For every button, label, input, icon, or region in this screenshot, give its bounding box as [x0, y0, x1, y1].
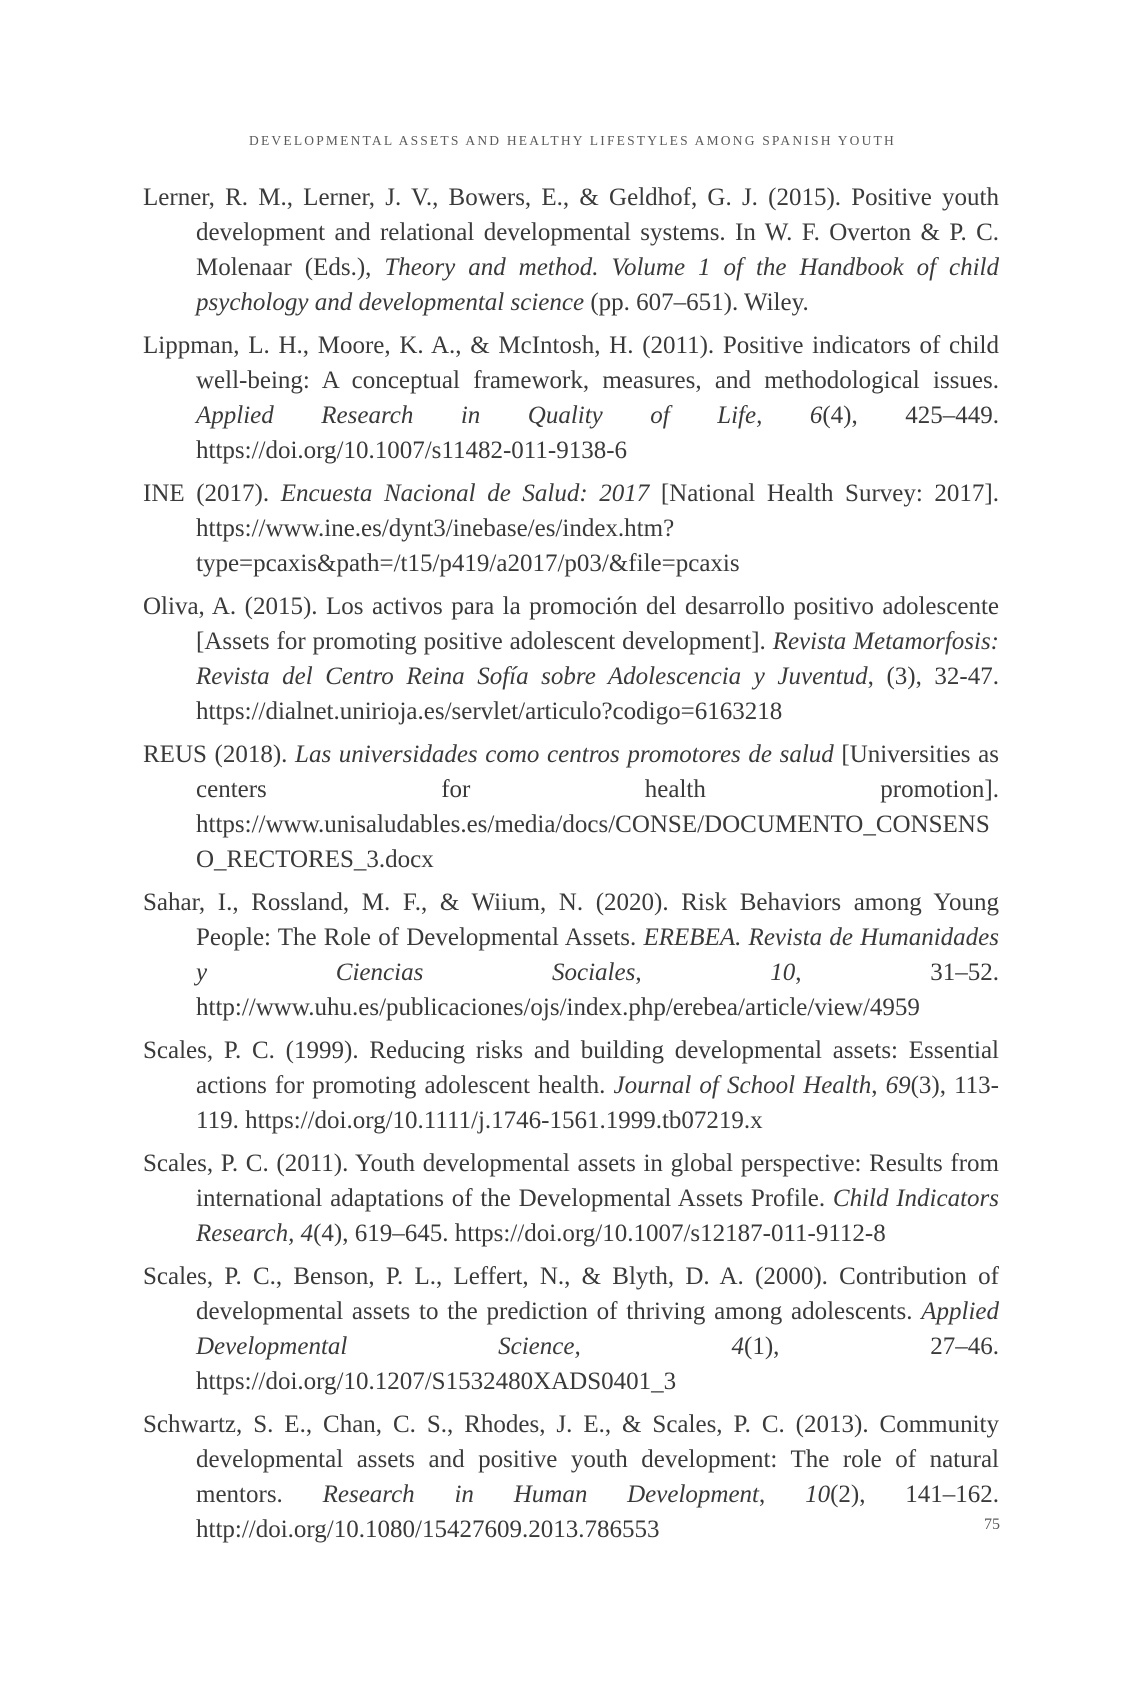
reference-italic-title: Las universidades como centros promotores de salud — [295, 741, 834, 768]
reference-text: , — [871, 1072, 886, 1099]
reference-italic-title: Theory and method. Volume 1 of the Handbook of child psychology and developmental science — [196, 254, 999, 316]
reference-text: Schwartz, S. E., Chan, C. S., Rhodes, J. E., & Scales, P. C. (2013). Community developmental assets and positive youth development: The role of natural mentors. — [143, 1411, 999, 1508]
reference-entry — [143, 1259, 999, 1399]
reference-italic-title: Applied Developmental Science, 4 — [196, 1298, 999, 1360]
reference-entry — [143, 589, 999, 729]
reference-entry — [143, 180, 999, 320]
reference-text: , (3), 32-47. https://dialnet.unirioja.es/servlet/articulo?codigo=6163218 — [196, 663, 999, 725]
reference-italic-volume: 69 — [885, 1072, 911, 1099]
reference-entry — [143, 1033, 999, 1138]
reference-text: Scales, P. C., Benson, P. L., Leffert, N., & Blyth, D. A. (2000). Contribution of developmental assets to the prediction of thriving among adolescents. — [143, 1263, 999, 1325]
reference-text: (3), 113-119. https://doi.org/10.1111/j.1746-1561.1999.tb07219.x — [196, 1072, 999, 1134]
reference-text: , — [635, 959, 771, 986]
reference-text: (2), 141–162. http://doi.org/10.1080/15427609.2013.786553 — [196, 1481, 1000, 1543]
reference-text: (4), 619–645. https://doi.org/10.1007/s12187-011-9112-8 — [313, 1220, 886, 1247]
reference-text: (1), 27–46. https://doi.org/10.1207/S1532480XADS0401_3 — [196, 1333, 999, 1395]
reference-italic-volume: 10 — [770, 959, 796, 986]
reference-text: [Universities as centers for health promotion]. https://www.unisaludables.es/media/docs/CONSE/DOCUMENTO_CONSENSO_RECTORES_3.docx — [196, 741, 999, 873]
reference-italic-title: Research in Human Development — [322, 1481, 760, 1508]
reference-text: Sahar, I., Rossland, M. F., & Wiium, N. (2020). Risk Behaviors among Young People: The Role of Developmental Assets. — [143, 889, 999, 951]
reference-text: [National Health Survey: 2017]. https://www.ine.es/dynt3/inebase/es/index.htm?type=pcaxis&path=/t15/p419/a2017/p03/&file=pcaxis — [196, 480, 999, 577]
reference-text: Scales, P. C. (2011). Youth developmental assets in global perspective: Results from international adaptations of the Developmental Assets Profile. — [143, 1150, 999, 1212]
reference-italic-volume: 10 — [805, 1481, 831, 1508]
running-header: DEVELOPMENTAL ASSETS AND HEALTHY LIFESTYLES AMONG SPANISH YOUTH — [249, 133, 896, 148]
reference-text: Scales, P. C. (1999). Reducing risks and building developmental assets: Essential actions for promoting adolescent health. — [143, 1037, 999, 1099]
reference-text: (pp. 607–651). Wiley. — [584, 289, 809, 316]
reference-text: (4), 425–449. https://doi.org/10.1007/s11482-011-9138-6 — [196, 402, 999, 464]
reference-text: Lippman, L. H., Moore, K. A., & McIntosh, H. (2011). Positive indicators of child well-being: A conceptual framework, measures, and methodological issues. — [143, 332, 999, 394]
reference-italic-title: Child Indicators Research, 4 — [196, 1185, 999, 1247]
reference-entry — [143, 328, 999, 468]
reference-text: , — [759, 1481, 806, 1508]
reference-text: Lerner, R. M., Lerner, J. V., Bowers, E., & Geldhof, G. J. (2015). Positive youth development and relational developmental systems. In W. F. Overton & P. C. Molenaar (Eds.), — [143, 184, 999, 281]
reference-entry — [143, 737, 999, 877]
reference-italic-title: Applied Research in Quality of Life, 6 — [196, 402, 823, 429]
reference-entry — [143, 476, 999, 581]
page-number: 75 — [984, 1516, 1000, 1533]
reference-italic-title: Encuesta Nacional de Salud: 2017 — [280, 480, 650, 507]
reference-italic-title: Revista Metamorfosis: Revista del Centro Reina Sofía sobre Adolescencia y Juventud — [196, 628, 999, 690]
reference-list — [143, 180, 999, 1555]
reference-entry — [143, 1146, 999, 1251]
reference-text: INE (2017). — [143, 480, 281, 507]
reference-italic-title: Journal of School Health — [613, 1072, 872, 1099]
reference-text: , 31–52. http://www.uhu.es/publicaciones/ojs/index.php/erebea/article/view/4959 — [196, 959, 1000, 1021]
reference-entry — [143, 885, 999, 1025]
reference-entry — [143, 1407, 999, 1547]
reference-text: Oliva, A. (2015). Los activos para la promoción del desarrollo positivo adolescente [Assets for promoting positive adolescent development]. — [143, 593, 999, 655]
reference-text: REUS (2018). — [143, 741, 296, 768]
reference-italic-title: EREBEA. Revista de Humanidades y Ciencias Sociales — [196, 924, 999, 986]
